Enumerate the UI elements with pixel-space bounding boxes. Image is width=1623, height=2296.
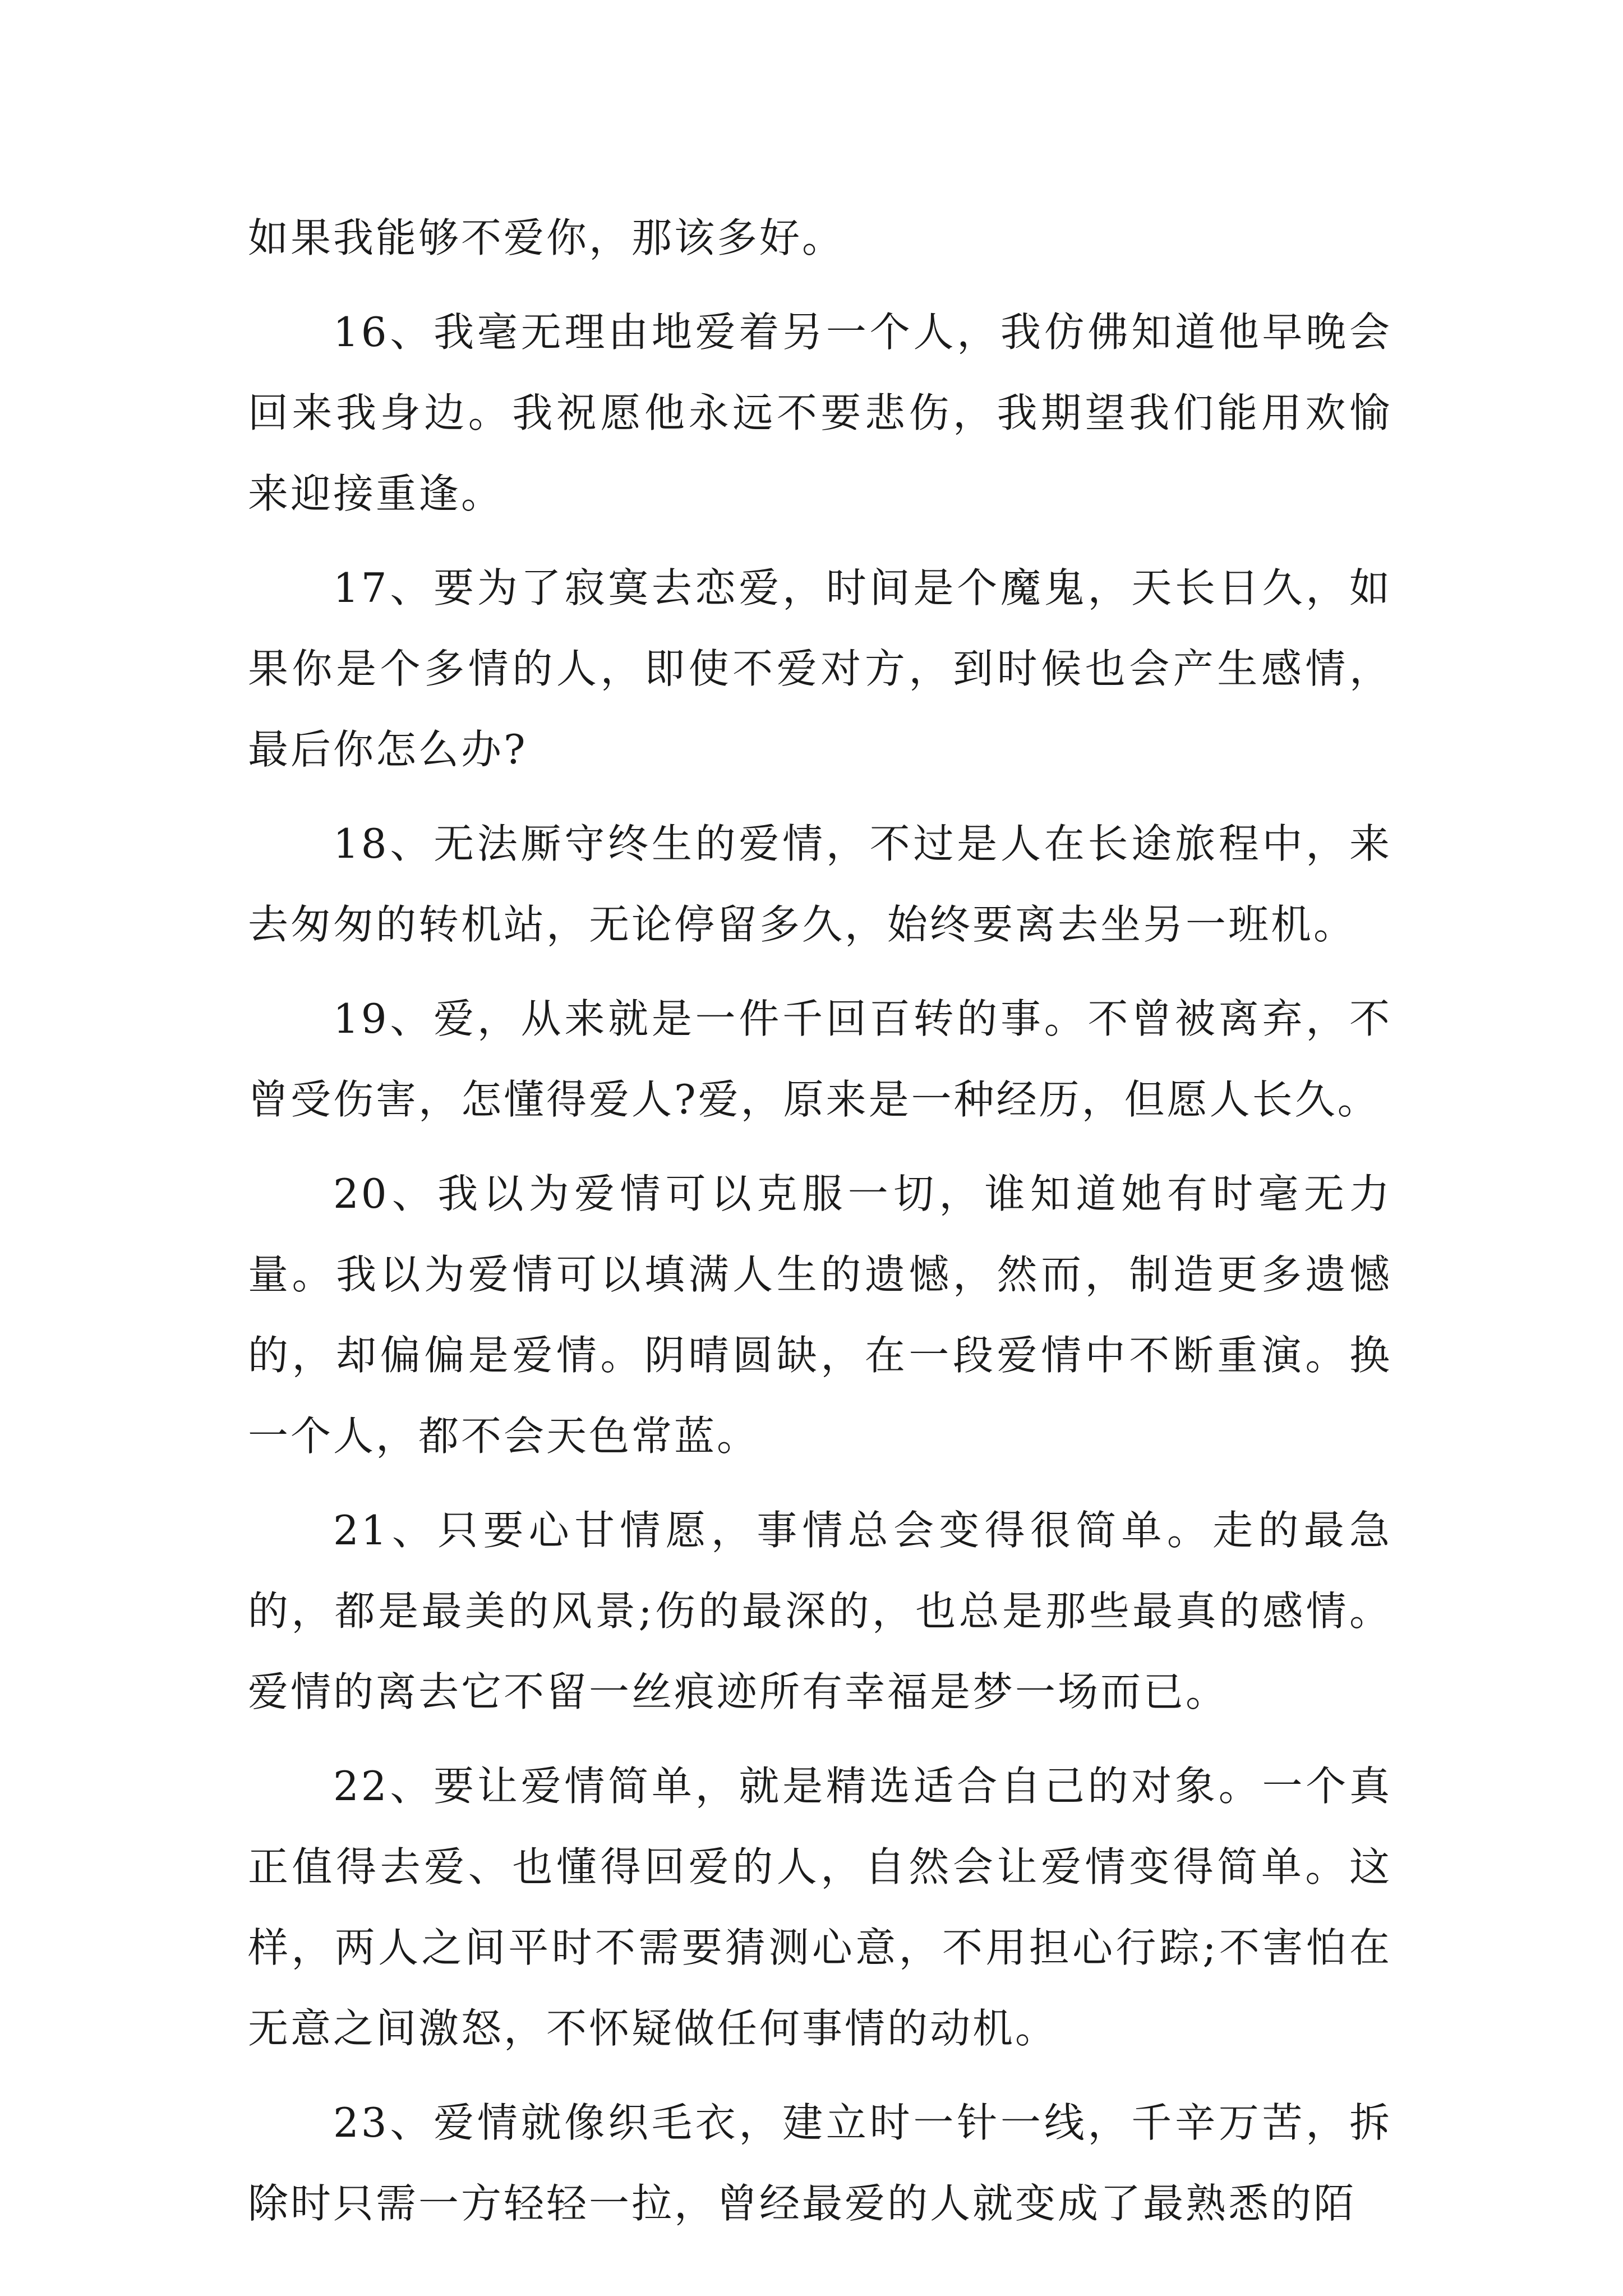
paragraph-21: 21、只要心甘情愿，事情总会变得很简单。走的最急的，都是最美的风景;伤的最深的，也总是那些最真的感情。爱情的离去它不留一丝痕迹所有幸福是梦一场而已。 bbox=[248, 1507, 1392, 1715]
document-body bbox=[248, 197, 1392, 2257]
paragraph-22: 22、要让爱情简单，就是精选适合自己的对象。一个真正值得去爱、也懂得回爱的人，自然会让爱情变得简单。这样，两人之间平时不需要猜测心意，不用担心行踪;不害怕在无意之间激怒，不怀疑做任何事情的动机。 bbox=[248, 1763, 1392, 2052]
paragraph-18: 18、无法厮守终生的爱情，不过是人在长途旅程中，来去匆匆的转机站，无论停留多久，始终要离去坐另一班机。 bbox=[248, 820, 1392, 948]
paragraph-17: 17、要为了寂寞去恋爱，时间是个魔鬼，天长日久，如果你是个多情的人，即使不爱对方，到时候也会产生感情，最后你怎么办? bbox=[248, 564, 1392, 773]
paragraph-continuation: 如果我能够不爱你，那该多好。 bbox=[248, 214, 845, 261]
paragraph-19: 19、爱，从来就是一件千回百转的事。不曾被离弃，不曾受伤害，怎懂得爱人?爱，原来是一种经历，但愿人长久。 bbox=[248, 995, 1392, 1123]
paragraph-20: 20、我以为爱情可以克服一切，谁知道她有时毫无力量。我以为爱情可以填满人生的遗憾，然而，制造更多遗憾的，却偏偏是爱情。阴晴圆缺，在一段爱情中不断重演。换一个人，都不会天色常蓝。 bbox=[248, 1170, 1392, 1460]
paragraph-16: 16、我毫无理由地爱着另一个人，我仿佛知道他早晚会回来我身边。我祝愿他永远不要悲伤，我期望我们能用欢愉来迎接重逢。 bbox=[248, 309, 1392, 517]
paragraph-23: 23、爱情就像织毛衣，建立时一针一线，千辛万苦，拆除时只需一方轻轻一拉，曾经最爱的人就变成了最熟悉的陌 bbox=[248, 2099, 1392, 2227]
